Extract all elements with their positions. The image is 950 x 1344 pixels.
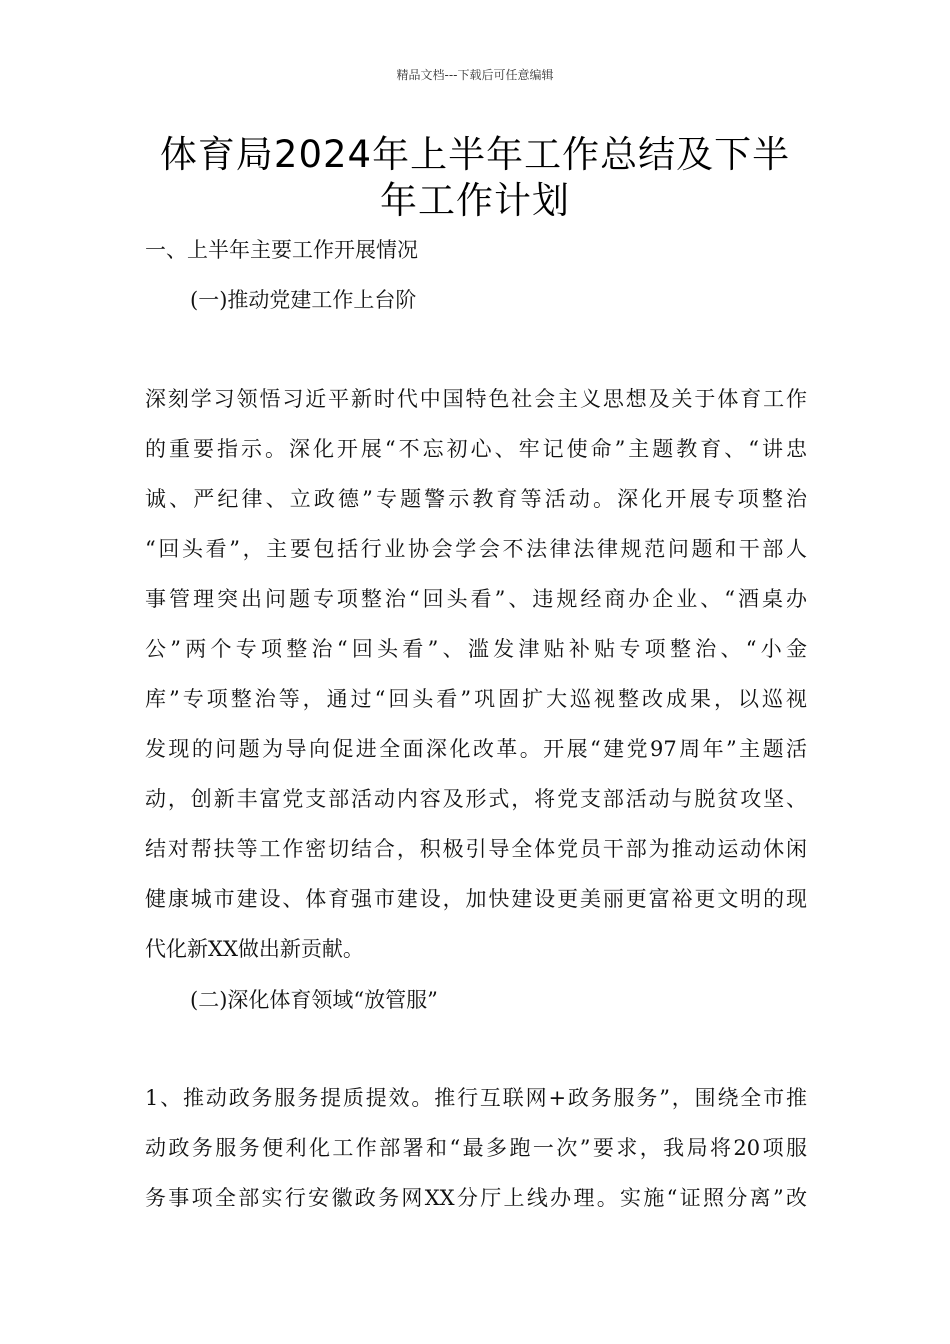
paragraph-line: 深刻学习领悟习近平新时代中国特色社会主义思想及关于体育工作 <box>145 387 807 411</box>
paragraph-line: 发现的问题为导向促进全面深化改革。开展“建党97周年”主题活 <box>145 737 807 761</box>
document-title-line-2: 年工作计划 <box>380 179 570 222</box>
paragraph-line: 结对帮扶等工作密切结合，积极引导全体党员干部为推动运动休闲 <box>145 837 807 861</box>
paragraph-line: 代化新XX做出新贡献。 <box>145 937 364 961</box>
section-heading: 一、上半年主要工作开展情况 <box>145 238 418 262</box>
paragraph-line: “回头看”，主要包括行业协会学会不法律法律规范问题和干部人 <box>145 537 807 561</box>
paragraph-line: 事管理突出问题专项整治“回头看”、违规经商办企业、“酒桌办 <box>145 587 807 611</box>
paragraph-line: 健康城市建设、体育强市建设，加快建设更美丽更富裕更文明的现 <box>145 887 807 911</box>
paragraph-line: 库”专项整治等，通过“回头看”巩固扩大巡视整改成果，以巡视 <box>145 687 807 711</box>
paragraph-line: 务事项全部实行安徽政务网XX分厅上线办理。实施“证照分离”改 <box>145 1186 807 1210</box>
paragraph-line: 的重要指示。深化开展“不忘初心、牢记使命”主题教育、“讲忠 <box>145 437 807 461</box>
subsection-heading-2: (二)深化体育领域“放管服” <box>190 988 438 1012</box>
subsection-heading-1: (一)推动党建工作上台阶 <box>190 288 417 312</box>
paragraph-line: 动政务服务便利化工作部署和“最多跑一次”要求，我局将20项服 <box>145 1136 807 1160</box>
paragraph-line: 1、推动政务服务提质提效。推行互联网+政务服务”，围绕全市推 <box>145 1086 807 1110</box>
paragraph-line: 动，创新丰富党支部活动内容及形式，将党支部活动与脱贫攻坚、 <box>145 787 807 811</box>
paragraph-line: 诚、严纪律、立政德”专题警示教育等活动。深化开展专项整治 <box>145 487 807 511</box>
header-note: 精品文档---下载后可任意编辑 <box>396 68 554 82</box>
document-title-line-1: 体育局2024年上半年工作总结及下半 <box>159 133 791 176</box>
paragraph-line: 公”两个专项整治“回头看”、滥发津贴补贴专项整治、“小金 <box>145 637 807 661</box>
